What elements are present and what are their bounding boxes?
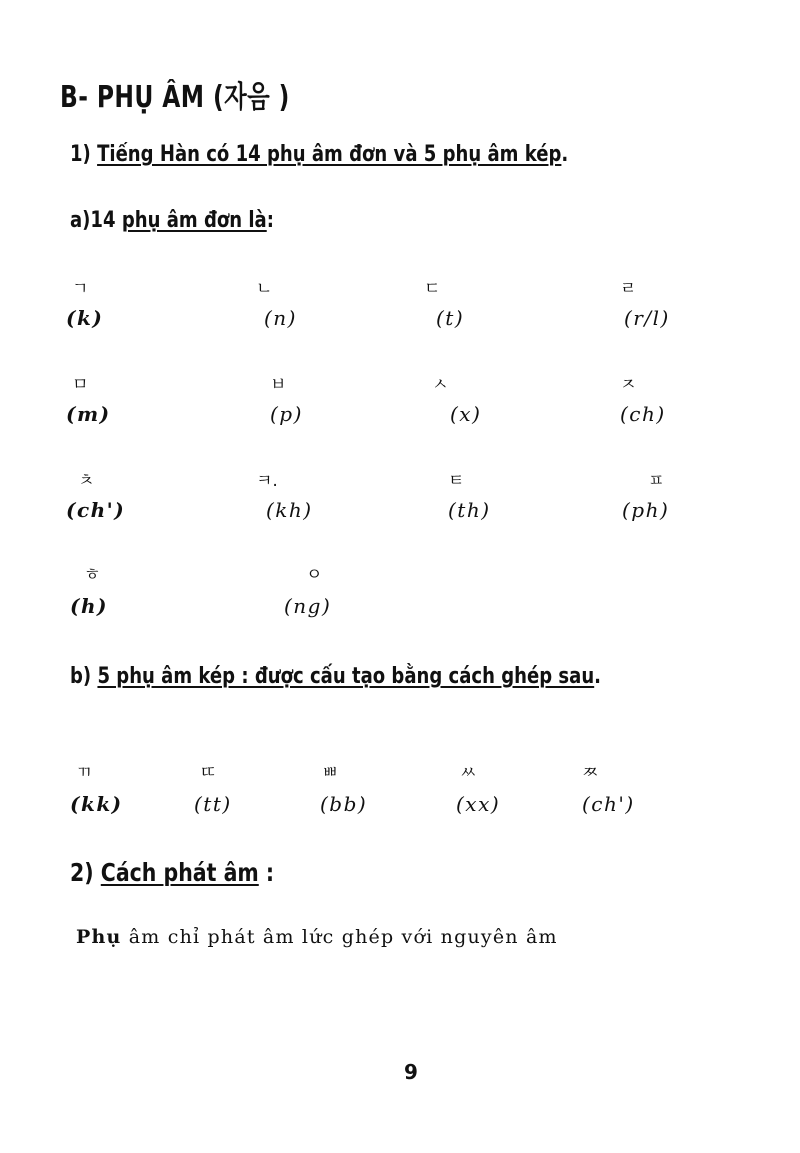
consonant-romanization: (k) [66, 306, 104, 330]
double-consonant-romanization: (xx) [456, 792, 501, 816]
section-1-end: . [561, 142, 569, 167]
section-2-number: 2) [70, 858, 101, 887]
page-number: 9 [404, 1060, 418, 1084]
consonant-romanization: (p) [270, 402, 303, 426]
double-consonant-romanization: (tt) [194, 792, 232, 816]
pronunciation-paragraph [76, 926, 558, 948]
consonant-jamo: ㅋ. [256, 471, 278, 491]
consonant-jamo: ㅂ [270, 375, 287, 395]
section-b-end: . [594, 664, 602, 689]
section-1-number: 1) [70, 142, 98, 167]
paragraph-rest: âm chỉ phát âm lức ghép với nguyên âm [121, 926, 558, 948]
section-b-number: b) [70, 664, 98, 689]
consonant-jamo: ㅁ [72, 375, 89, 395]
consonant-jamo: ㅈ [620, 375, 637, 395]
section-1-heading [70, 142, 568, 167]
section-b-heading [70, 664, 601, 689]
section-1-title: Tiếng Hàn có 14 phụ âm đơn và 5 phụ âm kép [97, 142, 562, 167]
paragraph-first-word: Phụ [76, 926, 122, 948]
consonant-jamo: ㅅ [432, 375, 449, 395]
section-2-end: : [258, 858, 275, 887]
double-consonant-jamo: ㄸ [200, 763, 217, 783]
consonant-jamo: ㄱ [72, 279, 89, 299]
consonant-romanization: (ch) [620, 402, 666, 426]
consonant-romanization: (r/l) [624, 306, 670, 330]
double-consonant-romanization: (kk) [70, 792, 123, 816]
section-b-title: 5 phụ âm kép : được cấu tạo bằng cách ghép sau [97, 664, 595, 689]
consonant-jamo: ㄹ [620, 279, 637, 299]
consonant-romanization: (th) [448, 498, 491, 522]
double-consonant-jamo: ㅉ [582, 763, 599, 783]
consonant-jamo: ㅎ [84, 565, 101, 585]
section-a-title: phụ âm đơn là [121, 208, 267, 233]
consonant-jamo: ㅌ [448, 471, 465, 491]
consonant-romanization: (ng) [284, 594, 332, 618]
consonant-romanization: (x) [450, 402, 482, 426]
consonant-romanization: (t) [436, 306, 465, 330]
consonant-romanization: (m) [66, 402, 111, 426]
title-prefix: B- PHỤ ÂM ( [60, 80, 225, 115]
double-consonant-jamo: ㄲ [76, 763, 93, 783]
consonant-jamo: ㅊ [78, 471, 95, 491]
double-consonant-jamo: ㅆ [460, 763, 477, 783]
section-a-end: : [266, 208, 274, 233]
page-title [60, 72, 290, 116]
title-korean: 자음 [224, 80, 271, 115]
section-a-heading [70, 208, 274, 233]
double-consonant-romanization: (bb) [320, 792, 368, 816]
double-consonant-jamo: ㅃ [322, 763, 339, 783]
consonant-romanization: (ch') [66, 498, 126, 522]
consonant-jamo: ㅍ [648, 471, 665, 491]
consonant-jamo: ㄷ [424, 279, 441, 299]
section-a-number: a)14 [70, 208, 122, 233]
consonant-jamo: ㅇ [306, 565, 323, 585]
section-2-title: Cách phát âm [100, 858, 259, 887]
consonant-romanization: (h) [70, 594, 108, 618]
section-2-heading [70, 858, 274, 887]
title-suffix: ) [270, 80, 290, 115]
consonant-romanization: (ph) [622, 498, 670, 522]
consonant-romanization: (kh) [266, 498, 313, 522]
double-consonant-romanization: (ch') [582, 792, 635, 816]
consonant-romanization: (n) [264, 306, 297, 330]
consonant-jamo: ㄴ [256, 279, 273, 299]
